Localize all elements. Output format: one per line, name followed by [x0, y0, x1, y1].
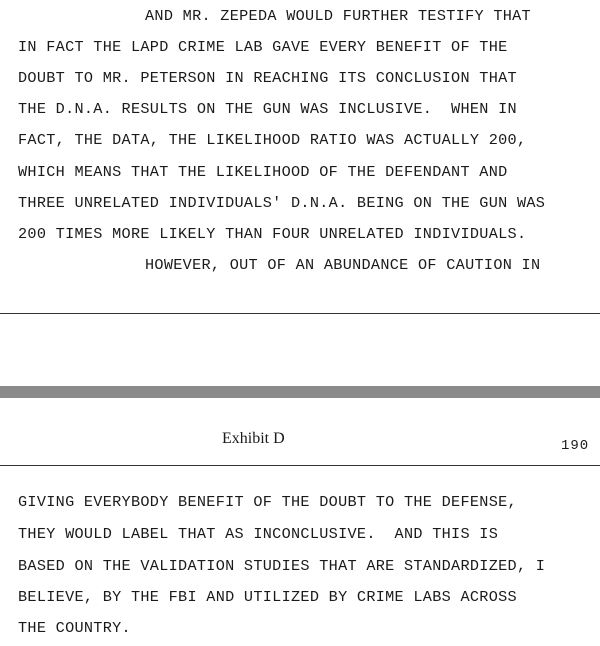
transcript-line: BASED ON THE VALIDATION STUDIES THAT ARE STANDARDIZED, I	[18, 557, 546, 575]
transcript-line: GIVING EVERYBODY BENEFIT OF THE DOUBT TO THE DEFENSE,	[18, 493, 517, 511]
transcript-line: 200 TIMES MORE LIKELY THAN FOUR UNRELATED INDIVIDUALS.	[18, 225, 527, 243]
page-number: 190	[561, 438, 590, 454]
transcript-line: IN FACT THE LAPD CRIME LAB GAVE EVERY BENEFIT OF THE	[18, 38, 508, 56]
transcript-line: DOUBT TO MR. PETERSON IN REACHING ITS CONCLUSION THAT	[18, 69, 517, 87]
transcript-line: BELIEVE, BY THE FBI AND UTILIZED BY CRIME LABS ACROSS	[18, 588, 517, 606]
transcript-line: AND MR. ZEPEDA WOULD FURTHER TESTIFY THAT	[145, 7, 531, 25]
transcript-line: HOWEVER, OUT OF AN ABUNDANCE OF CAUTION IN	[145, 256, 541, 274]
page-break-band	[0, 386, 600, 398]
transcript-line: THE D.N.A. RESULTS ON THE GUN WAS INCLUSIVE. WHEN IN	[18, 100, 517, 118]
transcript-line: THREE UNRELATED INDIVIDUALS' D.N.A. BEING ON THE GUN WAS	[18, 194, 546, 212]
footer-divider	[0, 465, 600, 466]
transcript-line: THEY WOULD LABEL THAT AS INCONCLUSIVE. AND THIS IS	[18, 525, 499, 543]
exhibit-label: Exhibit D	[222, 430, 285, 447]
transcript-line: FACT, THE DATA, THE LIKELIHOOD RATIO WAS ACTUALLY 200,	[18, 131, 527, 149]
transcript-line: THE COUNTRY.	[18, 619, 131, 637]
page-divider	[0, 313, 600, 314]
transcript-line: WHICH MEANS THAT THE LIKELIHOOD OF THE DEFENDANT AND	[18, 163, 508, 181]
